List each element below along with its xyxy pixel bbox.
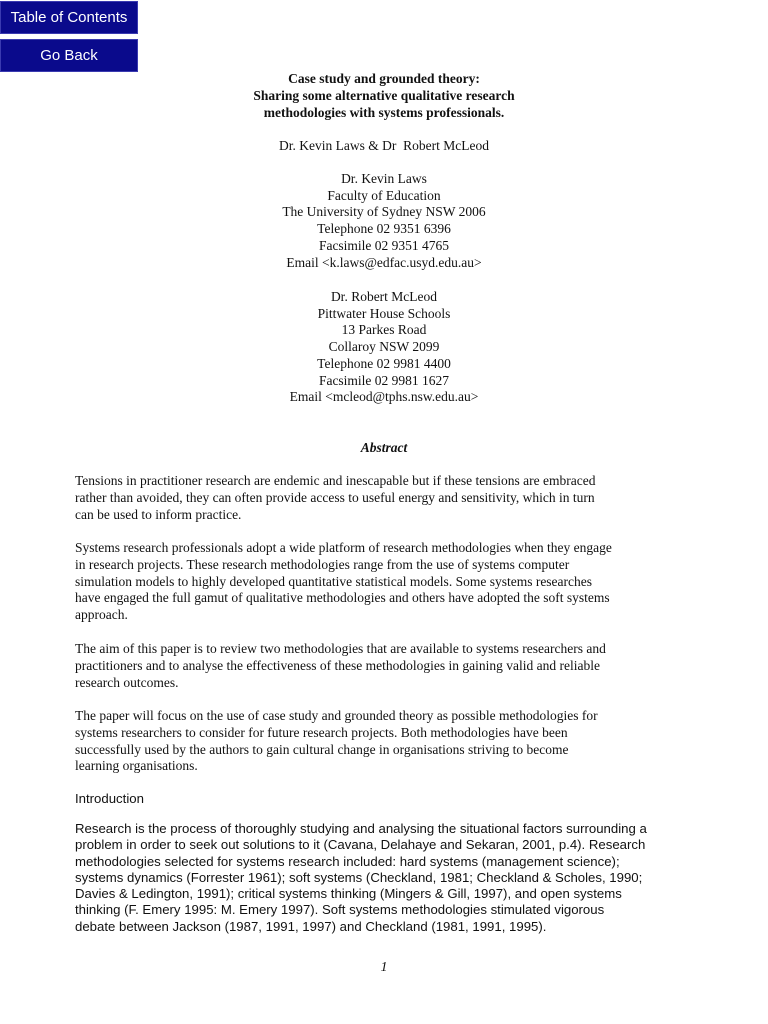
abstract-paragraph-2 <box>75 540 715 624</box>
text-line: Davies & Ledington, 1991); critical systems thinking (Mingers & Gill, 1997), and open systems <box>75 886 622 902</box>
introduction-heading: Introduction <box>75 791 144 806</box>
text-line: The aim of this paper is to review two methodologies that are available to systems researchers and <box>75 641 606 656</box>
text-line: have engaged the full gamut of qualitative methodologies and others have adopted the soft systems <box>75 590 610 606</box>
abstract-paragraph-4 <box>75 708 715 775</box>
address-line: Facsimile 02 9981 1627 <box>318 372 450 388</box>
go-back-button[interactable]: Go Back <box>0 39 138 72</box>
text-line: Systems research professionals adopt a wide platform of research methodologies when they engage <box>75 540 612 555</box>
text-line: research outcomes. <box>75 674 179 690</box>
address-line: Collaroy NSW 2099 <box>328 339 440 355</box>
abstract-paragraph-3 <box>75 641 715 691</box>
text-line: Research is the process of thoroughly studying and analysing the situational factors surrounding a <box>75 821 647 836</box>
table-of-contents-button[interactable]: Table of Contents <box>0 1 138 34</box>
text-line: systems researchers to consider for future research projects. Both methodologies have been <box>75 724 568 740</box>
paper-title <box>0 70 768 121</box>
address-line: 13 Parkes Road <box>341 322 427 338</box>
authors-line: Dr. Kevin Laws & Dr Robert McLeod <box>279 138 489 153</box>
text-line: thinking (F. Emery 1995: M. Emery 1997). Soft systems methodologies stimulated vigorous <box>75 902 605 918</box>
text-line: problem in order to seek out solutions to it (Cavana, Delahaye and Sekaran, 2001, p.4). Research <box>75 837 646 853</box>
text-line: can be used to inform practice. <box>75 506 242 522</box>
page-number: 1 <box>380 960 388 975</box>
text-line: The paper will focus on the use of case study and grounded theory as possible methodologies for <box>75 708 598 723</box>
address-line: The University of Sydney NSW 2006 <box>282 204 486 220</box>
author1-address <box>0 171 768 271</box>
text-line: systems dynamics (Forrester 1961); soft systems (Checkland, 1981; Checkland & Scholes, 1990; <box>75 869 643 885</box>
text-line: in research projects. These research methodologies range from the use of systems computer <box>75 556 570 572</box>
text-line: debate between Jackson (1987, 1991, 1997) and Checkland (1981, 1991, 1995). <box>75 918 547 934</box>
text-line: approach. <box>75 607 128 623</box>
address-line: Facsimile 02 9351 4765 <box>318 237 450 253</box>
title-line: Case study and grounded theory: <box>288 71 480 86</box>
text-line: methodologies selected for systems research included: hard systems (management science); <box>75 853 620 869</box>
address-line: Email <mcleod@tphs.nsw.edu.au> <box>289 389 479 405</box>
title-line: Sharing some alternative qualitative research <box>253 88 515 103</box>
text-line: simulation models to highly developed quantitative statistical models. Some systems researches <box>75 573 593 589</box>
address-line: Faculty of Education <box>327 187 441 203</box>
address-line: Dr. Robert McLeod <box>330 289 438 304</box>
author2-address <box>0 289 768 406</box>
abstract-heading: Abstract <box>360 440 408 455</box>
address-line: Dr. Kevin Laws <box>341 171 427 186</box>
text-line: learning organisations. <box>75 758 198 774</box>
introduction-paragraph <box>75 821 715 935</box>
address-line: Telephone 02 9981 4400 <box>317 355 451 371</box>
title-line: methodologies with systems professionals. <box>263 105 505 120</box>
abstract-paragraph-1 <box>75 473 715 523</box>
address-line: Telephone 02 9351 6396 <box>317 221 451 237</box>
text-line: rather than avoided, they can often provide access to useful energy and sensitivity, which in turn <box>75 489 595 505</box>
text-line: Tensions in practitioner research are endemic and inescapable but if these tensions are embraced <box>75 473 596 488</box>
text-line: successfully used by the authors to gain cultural change in organisations striving to become <box>75 741 569 757</box>
address-line: Pittwater House Schools <box>317 305 451 321</box>
text-line: practitioners and to analyse the effectiveness of these methodologies in gaining valid and reliable <box>75 657 600 673</box>
address-line: Email <k.laws@edfac.usyd.edu.au> <box>286 254 482 270</box>
